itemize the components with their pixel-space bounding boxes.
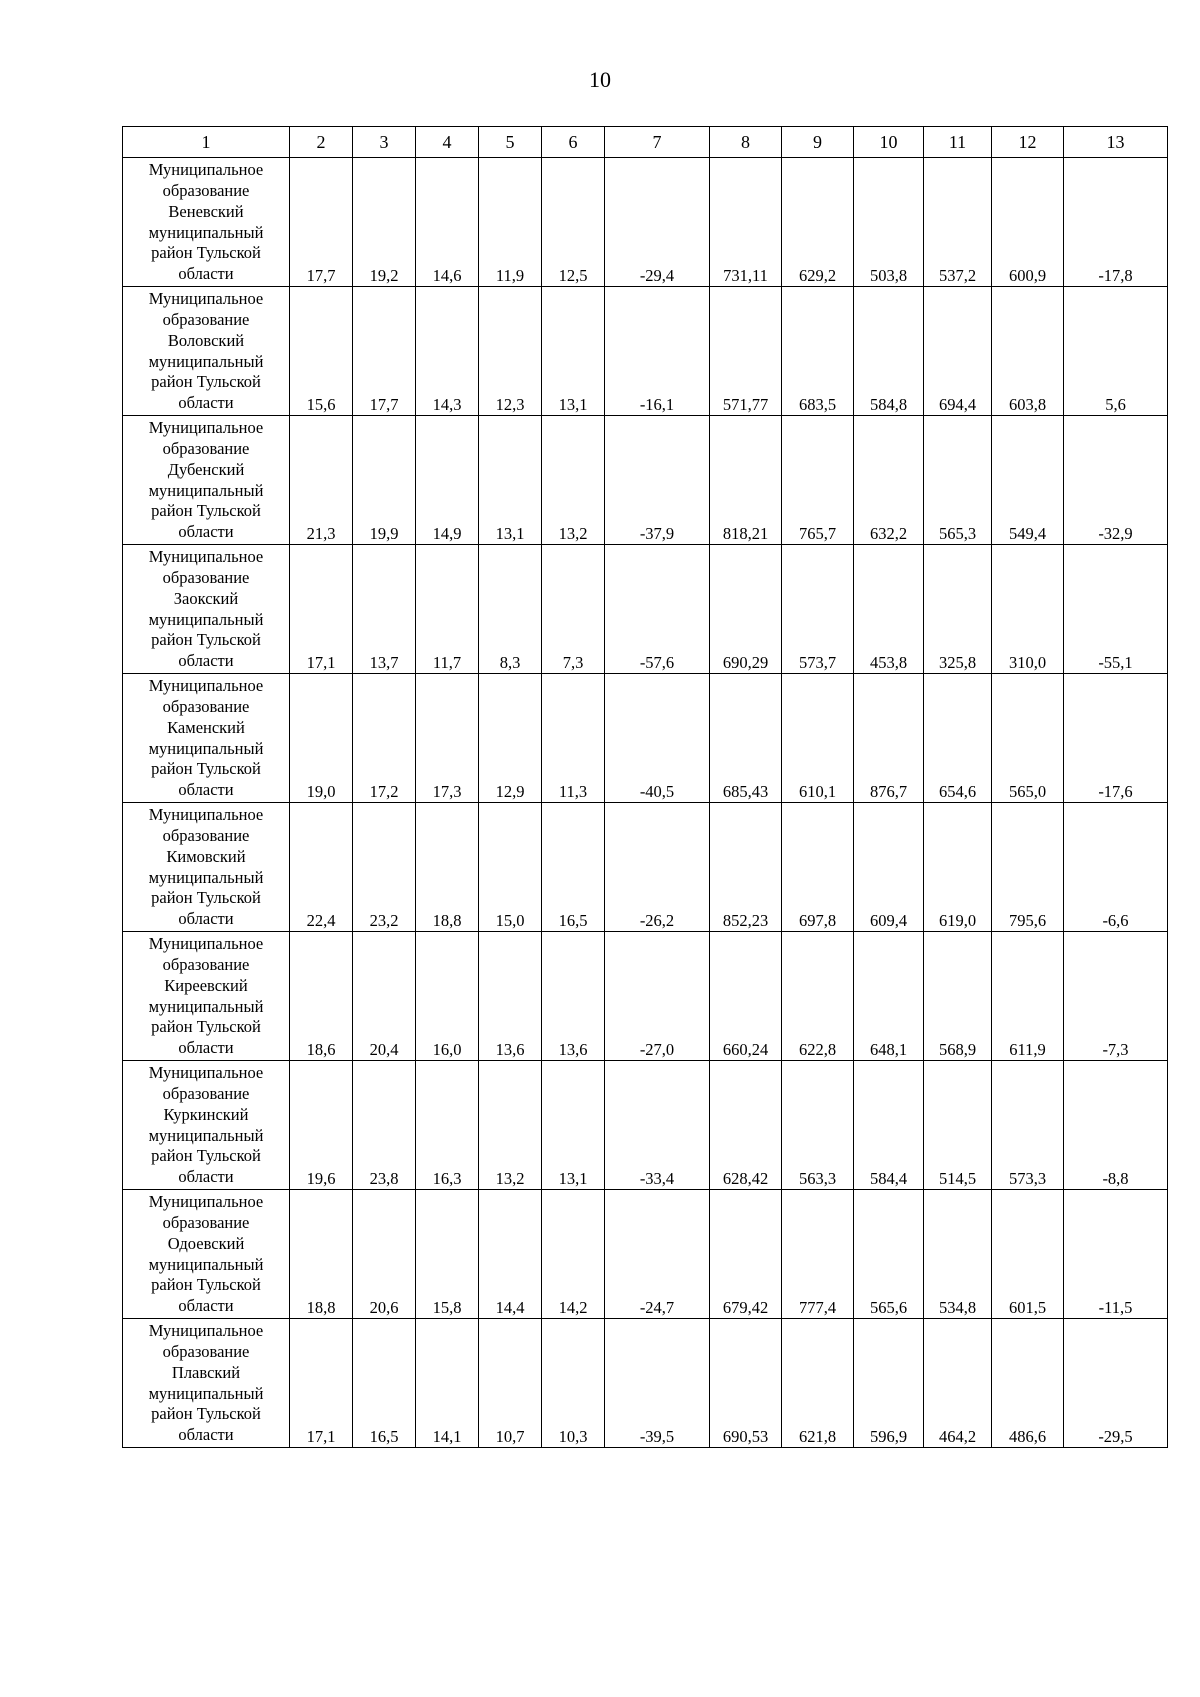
- value-cell-col-8: 679,42: [710, 1190, 782, 1319]
- column-header-2: 2: [290, 127, 353, 158]
- value-cell-col-3: 13,7: [353, 545, 416, 674]
- value-cell-col-6: 10,3: [542, 1319, 605, 1448]
- value-cell-col-3: 17,7: [353, 287, 416, 416]
- value-cell-col-8: 685,43: [710, 674, 782, 803]
- municipality-name-line: образование: [162, 1084, 250, 1104]
- value-cell-col-12: 310,0: [992, 545, 1064, 674]
- table-row: [123, 416, 1168, 545]
- column-header-8: 8: [710, 127, 782, 158]
- municipality-name-line: Муниципальное: [148, 160, 264, 180]
- value-cell-col-4: 14,1: [416, 1319, 479, 1448]
- municipality-name-line: Муниципальное: [148, 676, 264, 696]
- municipality-name-line: район Тульской: [151, 1404, 261, 1424]
- value-cell-col-4: 14,9: [416, 416, 479, 545]
- municipality-name-line: муниципальный: [148, 1383, 264, 1403]
- value-cell-col-7: -39,5: [605, 1319, 710, 1448]
- municipality-name-line: муниципальный: [148, 351, 264, 371]
- value-cell-col-6: 13,6: [542, 932, 605, 1061]
- value-cell-col-12: 600,9: [992, 158, 1064, 287]
- value-cell-col-11: 565,3: [924, 416, 992, 545]
- municipality-name-cell: [123, 1061, 290, 1190]
- value-cell-col-3: 19,9: [353, 416, 416, 545]
- value-cell-col-3: 20,6: [353, 1190, 416, 1319]
- column-header-5: 5: [479, 127, 542, 158]
- value-cell-col-8: 690,53: [710, 1319, 782, 1448]
- municipality-name-line: муниципальный: [148, 609, 264, 629]
- municipality-name-cell: [123, 287, 290, 416]
- value-cell-col-4: 17,3: [416, 674, 479, 803]
- value-cell-col-13: -17,8: [1064, 158, 1168, 287]
- value-cell-col-6: 13,2: [542, 416, 605, 545]
- value-cell-col-11: 537,2: [924, 158, 992, 287]
- value-cell-col-10: 648,1: [854, 932, 924, 1061]
- table-row: [123, 1319, 1168, 1448]
- value-cell-col-9: 573,7: [782, 545, 854, 674]
- value-cell-col-10: 609,4: [854, 803, 924, 932]
- value-cell-col-6: 13,1: [542, 1061, 605, 1190]
- municipality-name-line: образование: [162, 1213, 250, 1233]
- column-header-7: 7: [605, 127, 710, 158]
- value-cell-col-10: 453,8: [854, 545, 924, 674]
- municipality-name-line: Муниципальное: [148, 289, 264, 309]
- municipality-name-line: муниципальный: [148, 1254, 264, 1274]
- municipality-name-line: район Тульской: [151, 372, 261, 392]
- municipality-name-line: образование: [162, 826, 250, 846]
- value-cell-col-3: 19,2: [353, 158, 416, 287]
- table-row: [123, 158, 1168, 287]
- municipality-name-line: Каменский: [167, 717, 245, 737]
- value-cell-col-6: 11,3: [542, 674, 605, 803]
- municipality-name-line: области: [178, 393, 234, 413]
- value-cell-col-12: 795,6: [992, 803, 1064, 932]
- value-cell-col-5: 11,9: [479, 158, 542, 287]
- value-cell-col-11: 568,9: [924, 932, 992, 1061]
- column-header-12: 12: [992, 127, 1064, 158]
- value-cell-col-7: -37,9: [605, 416, 710, 545]
- value-cell-col-2: 15,6: [290, 287, 353, 416]
- column-header-6: 6: [542, 127, 605, 158]
- table-row: [123, 1190, 1168, 1319]
- table-body: [123, 158, 1168, 1448]
- value-cell-col-10: 584,8: [854, 287, 924, 416]
- value-cell-col-4: 18,8: [416, 803, 479, 932]
- value-cell-col-5: 13,1: [479, 416, 542, 545]
- value-cell-col-9: 697,8: [782, 803, 854, 932]
- value-cell-col-9: 563,3: [782, 1061, 854, 1190]
- municipality-name-line: области: [178, 522, 234, 542]
- municipality-name-line: муниципальный: [148, 480, 264, 500]
- value-cell-col-5: 12,9: [479, 674, 542, 803]
- value-cell-col-12: 573,3: [992, 1061, 1064, 1190]
- data-table: [122, 126, 1168, 1448]
- municipality-name-line: образование: [162, 955, 250, 975]
- value-cell-col-6: 13,1: [542, 287, 605, 416]
- municipality-name-line: муниципальный: [148, 1125, 264, 1145]
- value-cell-col-11: 619,0: [924, 803, 992, 932]
- value-cell-col-10: 876,7: [854, 674, 924, 803]
- value-cell-col-7: -24,7: [605, 1190, 710, 1319]
- municipality-name-line: Муниципальное: [148, 547, 264, 567]
- value-cell-col-2: 18,8: [290, 1190, 353, 1319]
- value-cell-col-3: 23,2: [353, 803, 416, 932]
- value-cell-col-2: 17,7: [290, 158, 353, 287]
- value-cell-col-2: 17,1: [290, 545, 353, 674]
- municipality-name-cell: [123, 1190, 290, 1319]
- value-cell-col-5: 12,3: [479, 287, 542, 416]
- value-cell-col-12: 601,5: [992, 1190, 1064, 1319]
- value-cell-col-13: -7,3: [1064, 932, 1168, 1061]
- table-row: [123, 674, 1168, 803]
- municipality-name-line: области: [178, 909, 234, 929]
- value-cell-col-2: 17,1: [290, 1319, 353, 1448]
- value-cell-col-7: -16,1: [605, 287, 710, 416]
- value-cell-col-8: 731,11: [710, 158, 782, 287]
- value-cell-col-9: 683,5: [782, 287, 854, 416]
- municipality-name-line: район Тульской: [151, 759, 261, 779]
- page-number: 10: [589, 67, 611, 92]
- table-row: [123, 932, 1168, 1061]
- municipality-name-line: Муниципальное: [148, 1192, 264, 1212]
- municipality-name-line: район Тульской: [151, 630, 261, 650]
- value-cell-col-11: 654,6: [924, 674, 992, 803]
- municipality-name-cell: [123, 545, 290, 674]
- value-cell-col-4: 16,3: [416, 1061, 479, 1190]
- municipality-name-line: Муниципальное: [148, 1321, 264, 1341]
- municipality-name-line: Дубенский: [167, 459, 245, 479]
- municipality-name-line: Одоевский: [167, 1233, 245, 1253]
- municipality-name-line: Муниципальное: [148, 934, 264, 954]
- municipality-name-line: области: [178, 264, 234, 284]
- value-cell-col-9: 622,8: [782, 932, 854, 1061]
- municipality-name-line: области: [178, 1425, 234, 1445]
- value-cell-col-13: -32,9: [1064, 416, 1168, 545]
- value-cell-col-3: 23,8: [353, 1061, 416, 1190]
- municipality-name-cell: [123, 416, 290, 545]
- value-cell-col-4: 14,6: [416, 158, 479, 287]
- value-cell-col-11: 694,4: [924, 287, 992, 416]
- value-cell-col-13: -17,6: [1064, 674, 1168, 803]
- value-cell-col-10: 565,6: [854, 1190, 924, 1319]
- value-cell-col-8: 818,21: [710, 416, 782, 545]
- value-cell-col-5: 13,6: [479, 932, 542, 1061]
- value-cell-col-8: 852,23: [710, 803, 782, 932]
- value-cell-col-5: 13,2: [479, 1061, 542, 1190]
- value-cell-col-9: 765,7: [782, 416, 854, 545]
- municipality-name-line: образование: [162, 310, 250, 330]
- municipality-name-line: Муниципальное: [148, 418, 264, 438]
- value-cell-col-3: 20,4: [353, 932, 416, 1061]
- municipality-name-cell: [123, 1319, 290, 1448]
- column-header-1: 1: [123, 127, 290, 158]
- value-cell-col-7: -33,4: [605, 1061, 710, 1190]
- value-cell-col-5: 10,7: [479, 1319, 542, 1448]
- value-cell-col-6: 14,2: [542, 1190, 605, 1319]
- value-cell-col-2: 19,0: [290, 674, 353, 803]
- municipality-name-line: муниципальный: [148, 867, 264, 887]
- municipality-name-line: муниципальный: [148, 738, 264, 758]
- value-cell-col-2: 19,6: [290, 1061, 353, 1190]
- value-cell-col-7: -57,6: [605, 545, 710, 674]
- municipality-name-line: муниципальный: [148, 222, 264, 242]
- municipality-name-cell: [123, 803, 290, 932]
- municipality-name-line: район Тульской: [151, 1275, 261, 1295]
- value-cell-col-7: -27,0: [605, 932, 710, 1061]
- value-cell-col-6: 7,3: [542, 545, 605, 674]
- value-cell-col-8: 690,29: [710, 545, 782, 674]
- value-cell-col-13: -11,5: [1064, 1190, 1168, 1319]
- municipality-name-line: образование: [162, 1342, 250, 1362]
- column-header-10: 10: [854, 127, 924, 158]
- value-cell-col-11: 464,2: [924, 1319, 992, 1448]
- column-header-13: 13: [1064, 127, 1168, 158]
- column-header-4: 4: [416, 127, 479, 158]
- table-row: [123, 1061, 1168, 1190]
- municipality-name-line: образование: [162, 568, 250, 588]
- table-row: [123, 287, 1168, 416]
- table-row: [123, 803, 1168, 932]
- municipality-name-line: Кимовский: [166, 846, 246, 866]
- value-cell-col-13: -8,8: [1064, 1061, 1168, 1190]
- value-cell-col-2: 22,4: [290, 803, 353, 932]
- value-cell-col-2: 18,6: [290, 932, 353, 1061]
- municipality-name-line: области: [178, 1167, 234, 1187]
- value-cell-col-11: 534,8: [924, 1190, 992, 1319]
- municipality-name-cell: [123, 158, 290, 287]
- municipality-name-cell: [123, 674, 290, 803]
- value-cell-col-13: 5,6: [1064, 287, 1168, 416]
- value-cell-col-12: 611,9: [992, 932, 1064, 1061]
- value-cell-col-11: 514,5: [924, 1061, 992, 1190]
- value-cell-col-12: 486,6: [992, 1319, 1064, 1448]
- column-header-11: 11: [924, 127, 992, 158]
- value-cell-col-9: 621,8: [782, 1319, 854, 1448]
- value-cell-col-3: 17,2: [353, 674, 416, 803]
- value-cell-col-5: 14,4: [479, 1190, 542, 1319]
- municipality-name-line: район Тульской: [151, 501, 261, 521]
- municipality-name-line: области: [178, 780, 234, 800]
- value-cell-col-4: 11,7: [416, 545, 479, 674]
- value-cell-col-3: 16,5: [353, 1319, 416, 1448]
- value-cell-col-2: 21,3: [290, 416, 353, 545]
- municipality-name-line: Куркинский: [163, 1104, 249, 1124]
- value-cell-col-7: -29,4: [605, 158, 710, 287]
- value-cell-col-9: 610,1: [782, 674, 854, 803]
- municipality-name-line: район Тульской: [151, 243, 261, 263]
- value-cell-col-4: 16,0: [416, 932, 479, 1061]
- municipality-name-line: области: [178, 651, 234, 671]
- value-cell-col-10: 596,9: [854, 1319, 924, 1448]
- municipality-name-line: район Тульской: [151, 1146, 261, 1166]
- value-cell-col-8: 571,77: [710, 287, 782, 416]
- table-row: [123, 545, 1168, 674]
- column-header-3: 3: [353, 127, 416, 158]
- municipality-name-line: муниципальный: [148, 996, 264, 1016]
- municipality-name-line: области: [178, 1038, 234, 1058]
- municipality-name-line: Муниципальное: [148, 805, 264, 825]
- municipality-name-line: Веневский: [168, 201, 244, 221]
- value-cell-col-4: 15,8: [416, 1190, 479, 1319]
- column-header-9: 9: [782, 127, 854, 158]
- value-cell-col-10: 584,4: [854, 1061, 924, 1190]
- municipality-name-line: Плавский: [171, 1362, 241, 1382]
- municipality-name-line: образование: [162, 439, 250, 459]
- value-cell-col-7: -26,2: [605, 803, 710, 932]
- value-cell-col-13: -29,5: [1064, 1319, 1168, 1448]
- value-cell-col-9: 629,2: [782, 158, 854, 287]
- value-cell-col-13: -55,1: [1064, 545, 1168, 674]
- municipality-name-line: Заокский: [173, 588, 239, 608]
- value-cell-col-9: 777,4: [782, 1190, 854, 1319]
- value-cell-col-12: 603,8: [992, 287, 1064, 416]
- value-cell-col-6: 16,5: [542, 803, 605, 932]
- value-cell-col-11: 325,8: [924, 545, 992, 674]
- municipality-name-line: Киреевский: [164, 975, 248, 995]
- municipality-name-line: Муниципальное: [148, 1063, 264, 1083]
- municipality-name-line: Воловский: [167, 330, 245, 350]
- value-cell-col-6: 12,5: [542, 158, 605, 287]
- value-cell-col-12: 549,4: [992, 416, 1064, 545]
- municipality-name-line: образование: [162, 697, 250, 717]
- value-cell-col-5: 8,3: [479, 545, 542, 674]
- municipality-name-cell: [123, 932, 290, 1061]
- value-cell-col-4: 14,3: [416, 287, 479, 416]
- table-header-row: [123, 127, 1168, 158]
- value-cell-col-8: 660,24: [710, 932, 782, 1061]
- municipality-name-line: район Тульской: [151, 888, 261, 908]
- value-cell-col-8: 628,42: [710, 1061, 782, 1190]
- municipality-name-line: области: [178, 1296, 234, 1316]
- value-cell-col-12: 565,0: [992, 674, 1064, 803]
- value-cell-col-13: -6,6: [1064, 803, 1168, 932]
- value-cell-col-7: -40,5: [605, 674, 710, 803]
- municipality-name-line: образование: [162, 181, 250, 201]
- municipality-name-line: район Тульской: [151, 1017, 261, 1037]
- value-cell-col-10: 503,8: [854, 158, 924, 287]
- value-cell-col-5: 15,0: [479, 803, 542, 932]
- value-cell-col-10: 632,2: [854, 416, 924, 545]
